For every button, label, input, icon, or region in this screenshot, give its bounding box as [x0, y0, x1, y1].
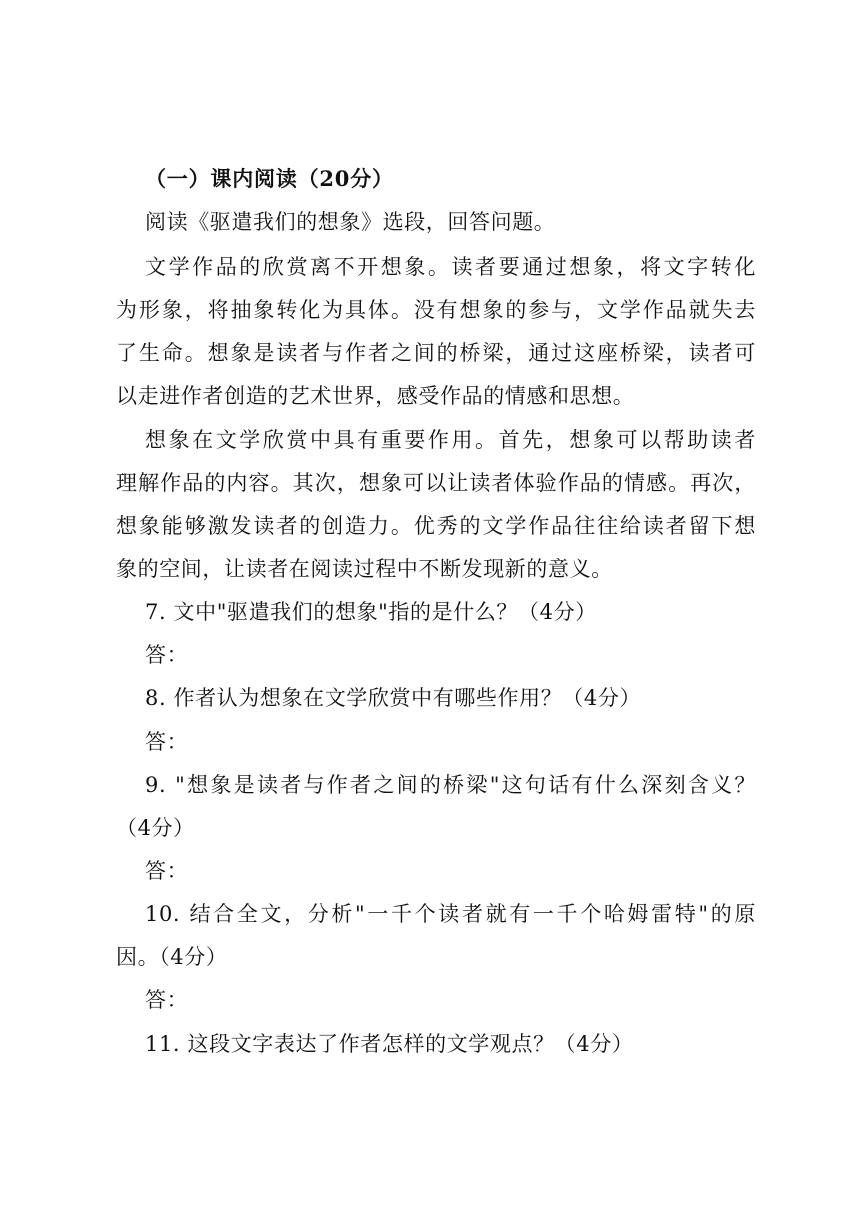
- answer-label-9: 答：: [145, 859, 189, 883]
- question-7: 7. 文中"驱遣我们的想象"指的是什么？（4分）: [145, 600, 597, 624]
- question-11: 11. 这段文字表达了作者怎样的文学观点？（4分）: [145, 1032, 634, 1056]
- question-9-line-1: 9. "想象是读者与作者之间的桥梁"这句话有什么深刻含义？: [145, 773, 756, 797]
- answer-label-8: 答：: [145, 730, 189, 754]
- passage-p1-line-4: 以走进作者创造的艺术世界，感受作品的情感和思想。: [116, 384, 635, 408]
- question-8: 8. 作者认为想象在文学欣赏中有哪些作用？（4分）: [145, 686, 642, 710]
- passage-p2-line-3: 想象能够激发读者的创造力。优秀的文学作品往往给读者留下想: [116, 514, 756, 538]
- reading-instruction: 阅读《驱遣我们的想象》选段，回答问题。: [145, 210, 556, 234]
- section-title: （一）课内阅读（20分）: [145, 166, 394, 191]
- question-9-line-2: （4分）: [116, 816, 195, 840]
- passage-p2-line-1: 想象在文学欣赏中具有重要作用。首先，想象可以帮助读者: [145, 428, 756, 452]
- passage-p2-line-2: 理解作品的内容。其次，想象可以让读者体验作品的情感。再次，: [116, 471, 756, 495]
- answer-label-7: 答：: [145, 643, 189, 667]
- passage-p1-line-3: 了生命。想象是读者与作者之间的桥梁，通过这座桥梁，读者可: [116, 341, 756, 365]
- passage-p2-line-4: 象的空间，让读者在阅读过程中不断发现新的意义。: [116, 557, 613, 581]
- passage-p1-line-1: 文学作品的欣赏离不开想象。读者要通过想象，将文字转化: [145, 255, 756, 279]
- passage-p1-line-2: 为形象，将抽象转化为具体。没有想象的参与，文学作品就失去: [116, 298, 756, 322]
- question-10-line-1: 10. 结合全文，分析"一千个读者就有一千个哈姆雷特"的原: [145, 902, 756, 926]
- answer-label-10: 答：: [145, 988, 189, 1012]
- question-10-line-2: 因。（4分）: [116, 945, 228, 969]
